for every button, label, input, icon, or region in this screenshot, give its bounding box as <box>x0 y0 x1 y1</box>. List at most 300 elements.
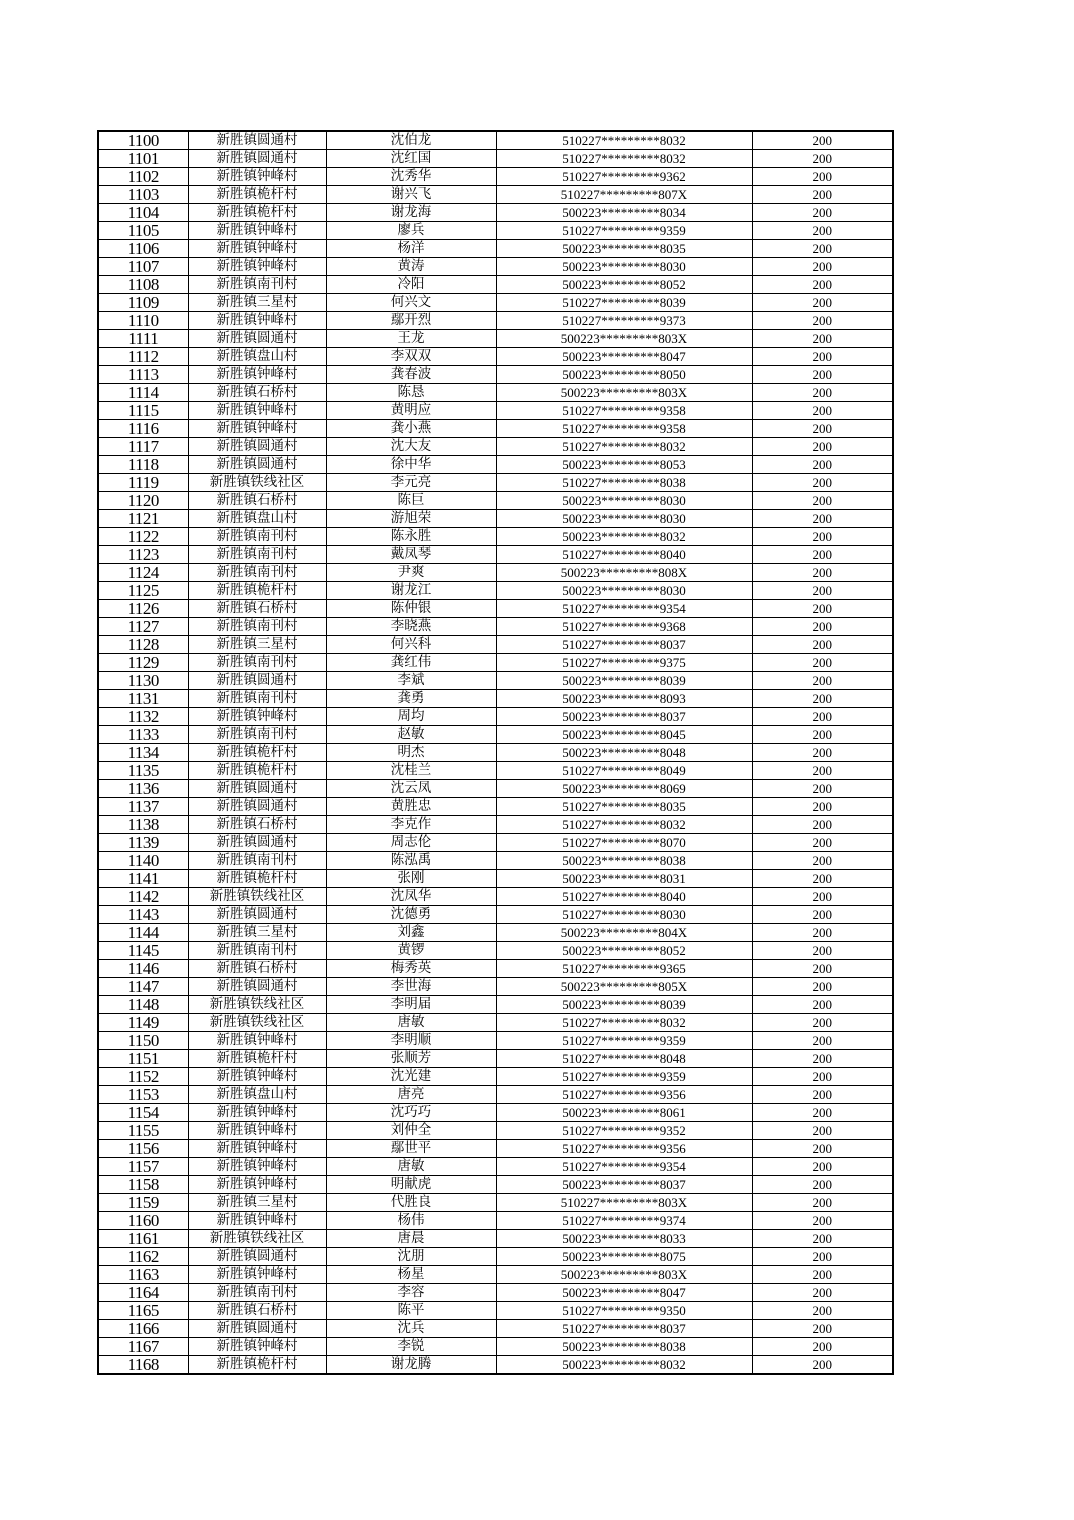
row-number: 1138 <box>98 816 188 834</box>
village-cell: 新胜镇圆通村 <box>188 906 326 924</box>
id-number-cell: 510227*********8040 <box>496 546 752 564</box>
amount-cell: 200 <box>752 510 893 528</box>
table-row <box>98 942 893 960</box>
row-number: 1150 <box>98 1032 188 1050</box>
name-cell: 陈恳 <box>326 384 496 402</box>
amount-cell: 200 <box>752 366 893 384</box>
id-number-cell: 510227*********8037 <box>496 1320 752 1338</box>
table-row <box>98 1212 893 1230</box>
name-cell: 李克作 <box>326 816 496 834</box>
id-number-cell: 510227*********9350 <box>496 1302 752 1320</box>
amount-cell: 200 <box>752 402 893 420</box>
row-number: 1146 <box>98 960 188 978</box>
amount-cell: 200 <box>752 204 893 222</box>
row-number: 1157 <box>98 1158 188 1176</box>
row-number: 1163 <box>98 1266 188 1284</box>
amount-cell: 200 <box>752 1230 893 1248</box>
table-row <box>98 996 893 1014</box>
row-number: 1166 <box>98 1320 188 1338</box>
name-cell: 沈红国 <box>326 150 496 168</box>
id-number-cell: 510227*********9352 <box>496 1122 752 1140</box>
amount-cell: 200 <box>752 870 893 888</box>
id-number-cell: 510227*********8040 <box>496 888 752 906</box>
table-row <box>98 222 893 240</box>
village-cell: 新胜镇钟峰村 <box>188 366 326 384</box>
id-number-cell: 510227*********8048 <box>496 1050 752 1068</box>
amount-cell: 200 <box>752 672 893 690</box>
village-cell: 新胜镇桅杆村 <box>188 1356 326 1375</box>
row-number: 1108 <box>98 276 188 294</box>
name-cell: 唐敏 <box>326 1014 496 1032</box>
row-number: 1158 <box>98 1176 188 1194</box>
name-cell: 何兴文 <box>326 294 496 312</box>
id-number-cell: 500223*********805X <box>496 978 752 996</box>
name-cell: 陈仲银 <box>326 600 496 618</box>
amount-cell: 200 <box>752 852 893 870</box>
row-number: 1107 <box>98 258 188 276</box>
village-cell: 新胜镇桅杆村 <box>188 582 326 600</box>
row-number: 1102 <box>98 168 188 186</box>
amount-cell: 200 <box>752 816 893 834</box>
village-cell: 新胜镇桅杆村 <box>188 762 326 780</box>
id-number-cell: 500223*********8039 <box>496 672 752 690</box>
row-number: 1145 <box>98 942 188 960</box>
id-number-cell: 500223*********8093 <box>496 690 752 708</box>
row-number: 1119 <box>98 474 188 492</box>
id-number-cell: 510227*********8032 <box>496 131 752 150</box>
table-row <box>98 150 893 168</box>
amount-cell: 200 <box>752 924 893 942</box>
id-number-cell: 500223*********8030 <box>496 258 752 276</box>
amount-cell: 200 <box>752 456 893 474</box>
village-cell: 新胜镇盘山村 <box>188 348 326 366</box>
amount-cell: 200 <box>752 564 893 582</box>
id-number-cell: 500223*********8038 <box>496 852 752 870</box>
village-cell: 新胜镇钟峰村 <box>188 1158 326 1176</box>
amount-cell: 200 <box>752 131 893 150</box>
row-number: 1130 <box>98 672 188 690</box>
id-number-cell: 500223*********8048 <box>496 744 752 762</box>
name-cell: 唐亮 <box>326 1086 496 1104</box>
village-cell: 新胜镇圆通村 <box>188 1248 326 1266</box>
row-number: 1104 <box>98 204 188 222</box>
village-cell: 新胜镇盘山村 <box>188 1086 326 1104</box>
name-cell: 杨洋 <box>326 240 496 258</box>
row-number: 1134 <box>98 744 188 762</box>
amount-cell: 200 <box>752 1104 893 1122</box>
village-cell: 新胜镇钟峰村 <box>188 1104 326 1122</box>
id-number-cell: 500223*********8047 <box>496 348 752 366</box>
name-cell: 李晓燕 <box>326 618 496 636</box>
amount-cell: 200 <box>752 1356 893 1375</box>
name-cell: 明杰 <box>326 744 496 762</box>
row-number: 1125 <box>98 582 188 600</box>
table-row <box>98 1230 893 1248</box>
amount-cell: 200 <box>752 348 893 366</box>
id-number-cell: 500223*********8052 <box>496 276 752 294</box>
id-number-cell: 500223*********8052 <box>496 942 752 960</box>
row-number: 1101 <box>98 150 188 168</box>
name-cell: 廖兵 <box>326 222 496 240</box>
id-number-cell: 500223*********8037 <box>496 708 752 726</box>
row-number: 1156 <box>98 1140 188 1158</box>
village-cell: 新胜镇圆通村 <box>188 978 326 996</box>
table-row <box>98 780 893 798</box>
name-cell: 陈平 <box>326 1302 496 1320</box>
amount-cell: 200 <box>752 546 893 564</box>
table-row <box>98 960 893 978</box>
name-cell: 龚小燕 <box>326 420 496 438</box>
row-number: 1113 <box>98 366 188 384</box>
amount-cell: 200 <box>752 1086 893 1104</box>
village-cell: 新胜镇南刊村 <box>188 852 326 870</box>
name-cell: 沈光建 <box>326 1068 496 1086</box>
row-number: 1100 <box>98 131 188 150</box>
table-row <box>98 1158 893 1176</box>
name-cell: 陈永胜 <box>326 528 496 546</box>
name-cell: 谢龙海 <box>326 204 496 222</box>
id-number-cell: 500223*********808X <box>496 564 752 582</box>
id-number-cell: 510227*********9359 <box>496 1068 752 1086</box>
table-row <box>98 1050 893 1068</box>
name-cell: 游旭荣 <box>326 510 496 528</box>
village-cell: 新胜镇铁线社区 <box>188 474 326 492</box>
table-body <box>98 131 893 1374</box>
table-row <box>98 726 893 744</box>
id-number-cell: 510227*********9359 <box>496 222 752 240</box>
table-row <box>98 131 893 150</box>
id-number-cell: 500223*********8047 <box>496 1284 752 1302</box>
village-cell: 新胜镇盘山村 <box>188 510 326 528</box>
village-cell: 新胜镇钟峰村 <box>188 708 326 726</box>
name-cell: 沈大友 <box>326 438 496 456</box>
name-cell: 黄胜忠 <box>326 798 496 816</box>
amount-cell: 200 <box>752 582 893 600</box>
row-number: 1136 <box>98 780 188 798</box>
village-cell: 新胜镇圆通村 <box>188 834 326 852</box>
table-row <box>98 528 893 546</box>
amount-cell: 200 <box>752 1158 893 1176</box>
amount-cell: 200 <box>752 330 893 348</box>
name-cell: 李明顺 <box>326 1032 496 1050</box>
table-row <box>98 294 893 312</box>
village-cell: 新胜镇圆通村 <box>188 131 326 150</box>
id-number-cell: 500223*********804X <box>496 924 752 942</box>
name-cell: 张刚 <box>326 870 496 888</box>
row-number: 1123 <box>98 546 188 564</box>
amount-cell: 200 <box>752 258 893 276</box>
table-row <box>98 1014 893 1032</box>
id-number-cell: 510227*********9354 <box>496 1158 752 1176</box>
row-number: 1133 <box>98 726 188 744</box>
id-number-cell: 500223*********8035 <box>496 240 752 258</box>
id-number-cell: 510227*********9356 <box>496 1140 752 1158</box>
amount-cell: 200 <box>752 690 893 708</box>
amount-cell: 200 <box>752 294 893 312</box>
id-number-cell: 510227*********9375 <box>496 654 752 672</box>
id-number-cell: 500223*********8032 <box>496 528 752 546</box>
village-cell: 新胜镇钟峰村 <box>188 420 326 438</box>
village-cell: 新胜镇石桥村 <box>188 600 326 618</box>
amount-cell: 200 <box>752 780 893 798</box>
amount-cell: 200 <box>752 1122 893 1140</box>
id-number-cell: 510227*********8049 <box>496 762 752 780</box>
row-number: 1127 <box>98 618 188 636</box>
id-number-cell: 510227*********9358 <box>496 402 752 420</box>
table-row <box>98 690 893 708</box>
village-cell: 新胜镇钟峰村 <box>188 1212 326 1230</box>
village-cell: 新胜镇铁线社区 <box>188 888 326 906</box>
name-cell: 鄢开烈 <box>326 312 496 330</box>
id-number-cell: 510227*********9374 <box>496 1212 752 1230</box>
table-row <box>98 204 893 222</box>
amount-cell: 200 <box>752 744 893 762</box>
amount-cell: 200 <box>752 1320 893 1338</box>
table-row <box>98 744 893 762</box>
row-number: 1139 <box>98 834 188 852</box>
row-number: 1154 <box>98 1104 188 1122</box>
name-cell: 李双双 <box>326 348 496 366</box>
id-number-cell: 500223*********8038 <box>496 1338 752 1356</box>
row-number: 1147 <box>98 978 188 996</box>
name-cell: 谢龙腾 <box>326 1356 496 1375</box>
name-cell: 沈伯龙 <box>326 131 496 150</box>
name-cell: 李元亮 <box>326 474 496 492</box>
amount-cell: 200 <box>752 834 893 852</box>
village-cell: 新胜镇钟峰村 <box>188 402 326 420</box>
amount-cell: 200 <box>752 960 893 978</box>
id-number-cell: 510227*********9368 <box>496 618 752 636</box>
amount-cell: 200 <box>752 726 893 744</box>
name-cell: 陈泓禹 <box>326 852 496 870</box>
name-cell: 沈桂兰 <box>326 762 496 780</box>
data-table <box>97 130 894 1375</box>
id-number-cell: 500223*********8045 <box>496 726 752 744</box>
table-row <box>98 762 893 780</box>
id-number-cell: 510227*********9358 <box>496 420 752 438</box>
table-row <box>98 366 893 384</box>
village-cell: 新胜镇铁线社区 <box>188 1230 326 1248</box>
id-number-cell: 510227*********9354 <box>496 600 752 618</box>
village-cell: 新胜镇钟峰村 <box>188 1032 326 1050</box>
id-number-cell: 500223*********8032 <box>496 1356 752 1375</box>
row-number: 1141 <box>98 870 188 888</box>
village-cell: 新胜镇钟峰村 <box>188 168 326 186</box>
row-number: 1129 <box>98 654 188 672</box>
amount-cell: 200 <box>752 474 893 492</box>
table-row <box>98 402 893 420</box>
village-cell: 新胜镇钟峰村 <box>188 1122 326 1140</box>
village-cell: 新胜镇桅杆村 <box>188 186 326 204</box>
table-row <box>98 186 893 204</box>
table-row <box>98 1122 893 1140</box>
id-number-cell: 510227*********8038 <box>496 474 752 492</box>
amount-cell: 200 <box>752 384 893 402</box>
name-cell: 沈巧巧 <box>326 1104 496 1122</box>
table-row <box>98 798 893 816</box>
table-row <box>98 240 893 258</box>
name-cell: 明献虎 <box>326 1176 496 1194</box>
name-cell: 沈凤华 <box>326 888 496 906</box>
village-cell: 新胜镇石桥村 <box>188 960 326 978</box>
village-cell: 新胜镇南刊村 <box>188 618 326 636</box>
table-row <box>98 1248 893 1266</box>
row-number: 1118 <box>98 456 188 474</box>
table-row <box>98 582 893 600</box>
id-number-cell: 500223*********8039 <box>496 996 752 1014</box>
amount-cell: 200 <box>752 942 893 960</box>
row-number: 1114 <box>98 384 188 402</box>
id-number-cell: 500223*********8053 <box>496 456 752 474</box>
table-row <box>98 816 893 834</box>
id-number-cell: 510227*********9373 <box>496 312 752 330</box>
id-number-cell: 510227*********9365 <box>496 960 752 978</box>
amount-cell: 200 <box>752 996 893 1014</box>
name-cell: 龚勇 <box>326 690 496 708</box>
village-cell: 新胜镇南刊村 <box>188 942 326 960</box>
table-row <box>98 384 893 402</box>
village-cell: 新胜镇圆通村 <box>188 438 326 456</box>
village-cell: 新胜镇钟峰村 <box>188 258 326 276</box>
village-cell: 新胜镇南刊村 <box>188 276 326 294</box>
id-number-cell: 500223*********8075 <box>496 1248 752 1266</box>
table-row <box>98 924 893 942</box>
name-cell: 龚红伟 <box>326 654 496 672</box>
name-cell: 唐晨 <box>326 1230 496 1248</box>
row-number: 1117 <box>98 438 188 456</box>
amount-cell: 200 <box>752 906 893 924</box>
village-cell: 新胜镇三星村 <box>188 636 326 654</box>
table-row <box>98 1284 893 1302</box>
id-number-cell: 500223*********803X <box>496 384 752 402</box>
amount-cell: 200 <box>752 528 893 546</box>
id-number-cell: 510227*********8030 <box>496 906 752 924</box>
id-number-cell: 510227*********9359 <box>496 1032 752 1050</box>
table-row <box>98 312 893 330</box>
table-row <box>98 618 893 636</box>
table-row <box>98 276 893 294</box>
table-row <box>98 456 893 474</box>
row-number: 1110 <box>98 312 188 330</box>
table-row <box>98 1104 893 1122</box>
amount-cell: 200 <box>752 186 893 204</box>
row-number: 1111 <box>98 330 188 348</box>
amount-cell: 200 <box>752 1140 893 1158</box>
table-row <box>98 420 893 438</box>
table-row <box>98 1068 893 1086</box>
table-row <box>98 1140 893 1158</box>
name-cell: 梅秀英 <box>326 960 496 978</box>
name-cell: 杨星 <box>326 1266 496 1284</box>
village-cell: 新胜镇圆通村 <box>188 1320 326 1338</box>
id-number-cell: 510227*********9356 <box>496 1086 752 1104</box>
id-number-cell: 500223*********8031 <box>496 870 752 888</box>
row-number: 1131 <box>98 690 188 708</box>
row-number: 1143 <box>98 906 188 924</box>
amount-cell: 200 <box>752 168 893 186</box>
village-cell: 新胜镇桅杆村 <box>188 204 326 222</box>
row-number: 1144 <box>98 924 188 942</box>
amount-cell: 200 <box>752 1266 893 1284</box>
name-cell: 沈朋 <box>326 1248 496 1266</box>
amount-cell: 200 <box>752 240 893 258</box>
amount-cell: 200 <box>752 1284 893 1302</box>
name-cell: 黄涛 <box>326 258 496 276</box>
row-number: 1122 <box>98 528 188 546</box>
name-cell: 沈云凤 <box>326 780 496 798</box>
id-number-cell: 510227*********8032 <box>496 816 752 834</box>
id-number-cell: 500223*********8061 <box>496 1104 752 1122</box>
village-cell: 新胜镇铁线社区 <box>188 996 326 1014</box>
name-cell: 沈德勇 <box>326 906 496 924</box>
name-cell: 赵敏 <box>326 726 496 744</box>
village-cell: 新胜镇石桥村 <box>188 384 326 402</box>
name-cell: 李世海 <box>326 978 496 996</box>
table-row <box>98 1194 893 1212</box>
row-number: 1149 <box>98 1014 188 1032</box>
amount-cell: 200 <box>752 1176 893 1194</box>
village-cell: 新胜镇钟峰村 <box>188 1068 326 1086</box>
table-row <box>98 888 893 906</box>
amount-cell: 200 <box>752 1068 893 1086</box>
table-row <box>98 1338 893 1356</box>
id-number-cell: 510227*********803X <box>496 1194 752 1212</box>
table-row <box>98 672 893 690</box>
id-number-cell: 500223*********8050 <box>496 366 752 384</box>
name-cell: 黄锣 <box>326 942 496 960</box>
amount-cell: 200 <box>752 438 893 456</box>
amount-cell: 200 <box>752 888 893 906</box>
table-row <box>98 852 893 870</box>
village-cell: 新胜镇南刊村 <box>188 726 326 744</box>
row-number: 1137 <box>98 798 188 816</box>
table-row <box>98 510 893 528</box>
table-row <box>98 474 893 492</box>
id-number-cell: 500223*********8033 <box>496 1230 752 1248</box>
village-cell: 新胜镇三星村 <box>188 294 326 312</box>
name-cell: 李锐 <box>326 1338 496 1356</box>
id-number-cell: 510227*********8032 <box>496 150 752 168</box>
id-number-cell: 510227*********8039 <box>496 294 752 312</box>
village-cell: 新胜镇钟峰村 <box>188 312 326 330</box>
table-row <box>98 978 893 996</box>
table-row <box>98 600 893 618</box>
row-number: 1120 <box>98 492 188 510</box>
row-number: 1109 <box>98 294 188 312</box>
amount-cell: 200 <box>752 1032 893 1050</box>
id-number-cell: 500223*********803X <box>496 330 752 348</box>
name-cell: 张顺芳 <box>326 1050 496 1068</box>
table-row <box>98 1320 893 1338</box>
village-cell: 新胜镇圆通村 <box>188 150 326 168</box>
table-row <box>98 168 893 186</box>
row-number: 1112 <box>98 348 188 366</box>
row-number: 1155 <box>98 1122 188 1140</box>
village-cell: 新胜镇南刊村 <box>188 654 326 672</box>
row-number: 1106 <box>98 240 188 258</box>
table-row <box>98 330 893 348</box>
table-row <box>98 1086 893 1104</box>
row-number: 1160 <box>98 1212 188 1230</box>
row-number: 1140 <box>98 852 188 870</box>
village-cell: 新胜镇钟峰村 <box>188 1176 326 1194</box>
amount-cell: 200 <box>752 1248 893 1266</box>
row-number: 1159 <box>98 1194 188 1212</box>
row-number: 1124 <box>98 564 188 582</box>
name-cell: 黄明应 <box>326 402 496 420</box>
row-number: 1105 <box>98 222 188 240</box>
table-row <box>98 492 893 510</box>
